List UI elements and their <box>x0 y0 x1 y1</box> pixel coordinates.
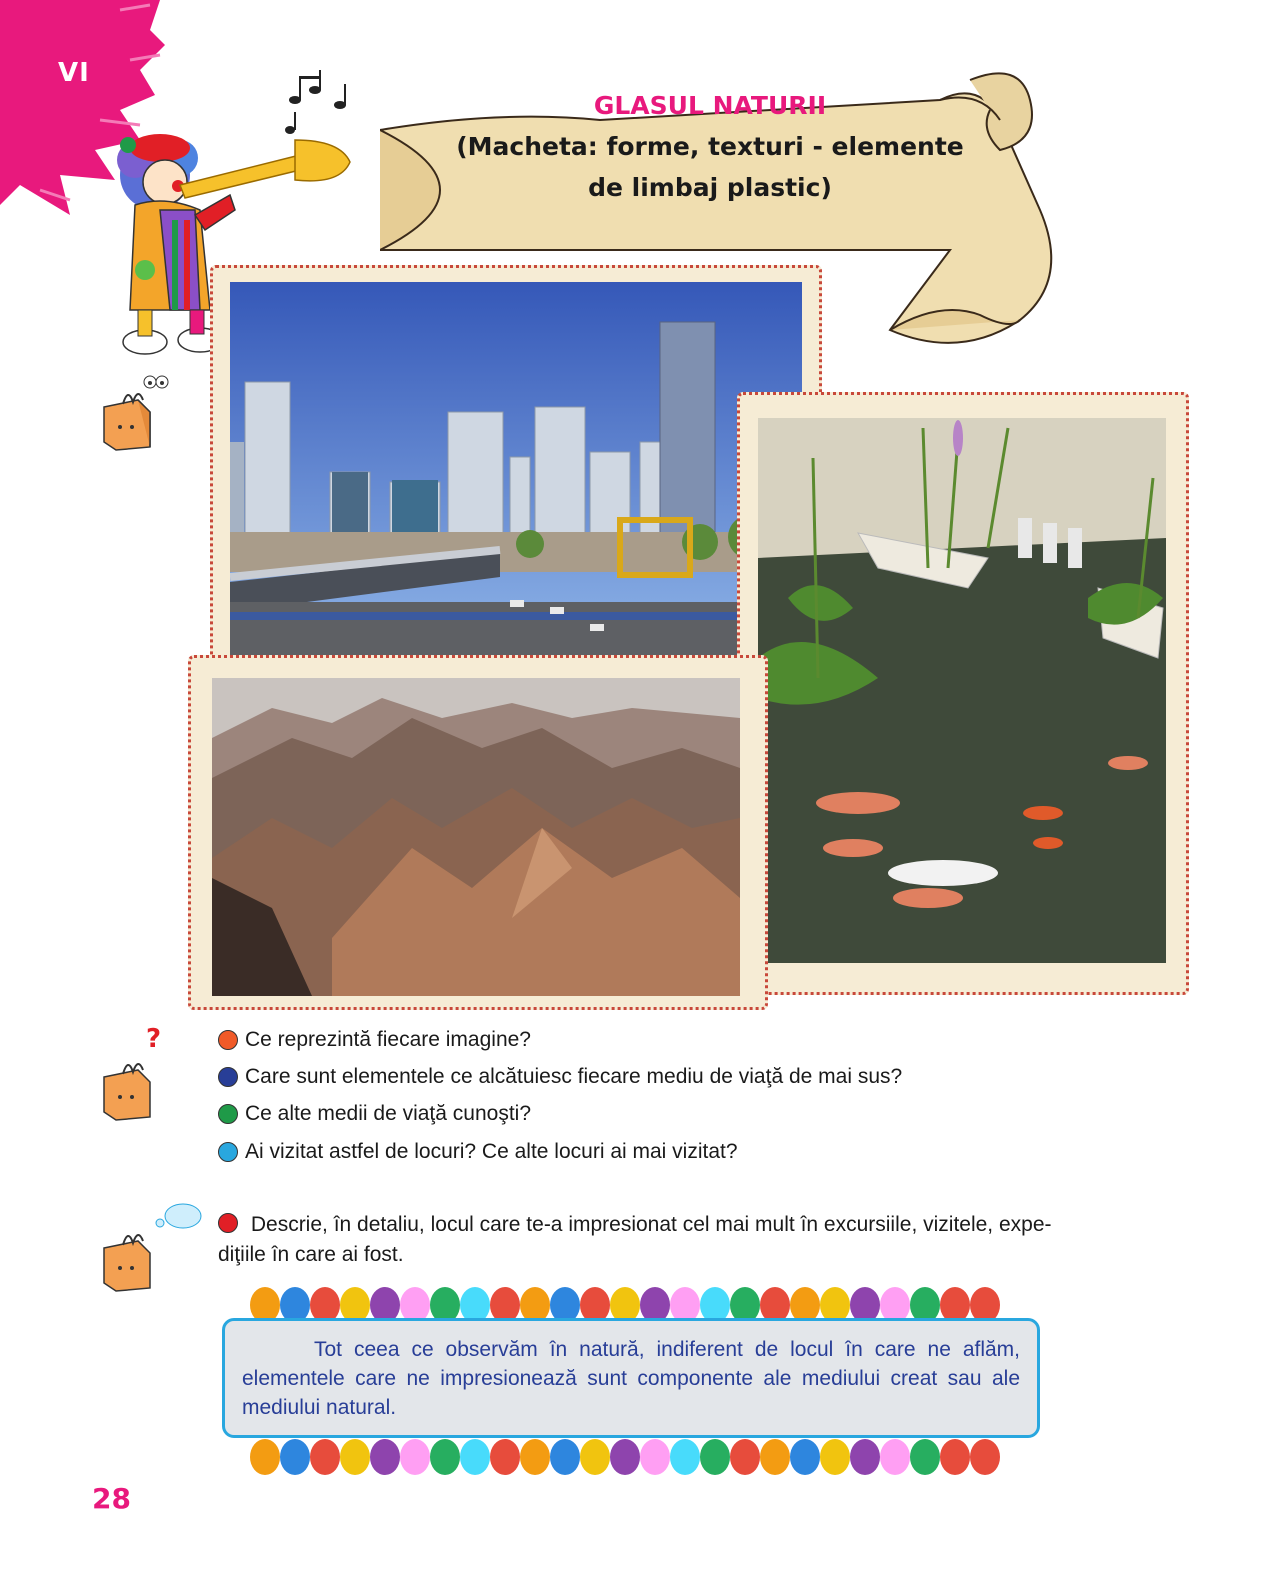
question-1-text: Ce reprezintă fiecare imagine? <box>245 1028 531 1051</box>
question-4 <box>218 1140 738 1164</box>
question-4-text: Ai vizitat astfel de locuri? Ce alte locuri ai mai vizitat? <box>245 1140 738 1163</box>
jack-in-box-thought-icon <box>98 1198 208 1293</box>
jack-in-box-question-icon <box>98 1022 178 1122</box>
question-2 <box>218 1065 902 1089</box>
task-line-1: Descrie, în detaliu, locul care te-a impresionat cel mai mult în excursiile, vizitele, expe- <box>250 1213 1052 1236</box>
question-3-text: Ce alte medii de viaţă cunoşti? <box>245 1102 531 1125</box>
balloon-garland-bottom <box>245 1432 1015 1482</box>
desert-mountains-photo <box>212 678 740 996</box>
question-2-text: Care sunt elementele ce alcătuiesc fiecare mediu de viaţă de mai sus? <box>245 1065 903 1088</box>
orange-bullet-icon <box>218 1030 238 1050</box>
light-blue-bullet-icon <box>218 1142 238 1162</box>
question-3 <box>218 1102 531 1126</box>
task-paragraph <box>218 1210 1178 1270</box>
grade-label: VI <box>58 58 90 88</box>
red-bullet-icon <box>218 1213 238 1233</box>
green-bullet-icon <box>218 1104 238 1124</box>
title-line-2: (Macheta: forme, texturi - elemente <box>456 132 964 161</box>
page-number: 28 <box>92 1482 131 1515</box>
note-text: Tot ceea ce observăm în natură, indiferent de locul în care ne aflăm, elementele care ne impresionează sunt componente ale mediului creat sau ale mediului natural. <box>242 1338 1020 1419</box>
jack-in-box-eyes-icon <box>98 372 178 452</box>
koi-pond-photo <box>758 418 1166 963</box>
blue-bullet-icon <box>218 1067 238 1087</box>
question-1 <box>218 1028 531 1052</box>
city-skyline-photo <box>230 282 802 657</box>
title-line-3: de limbaj plastic) <box>588 173 832 202</box>
task-line-2: diţiile în care ai fost. <box>218 1243 404 1266</box>
svg-text:?: ? <box>146 1024 162 1054</box>
title-line-1: GLASUL NATURII <box>593 91 827 120</box>
page-title <box>450 85 970 208</box>
